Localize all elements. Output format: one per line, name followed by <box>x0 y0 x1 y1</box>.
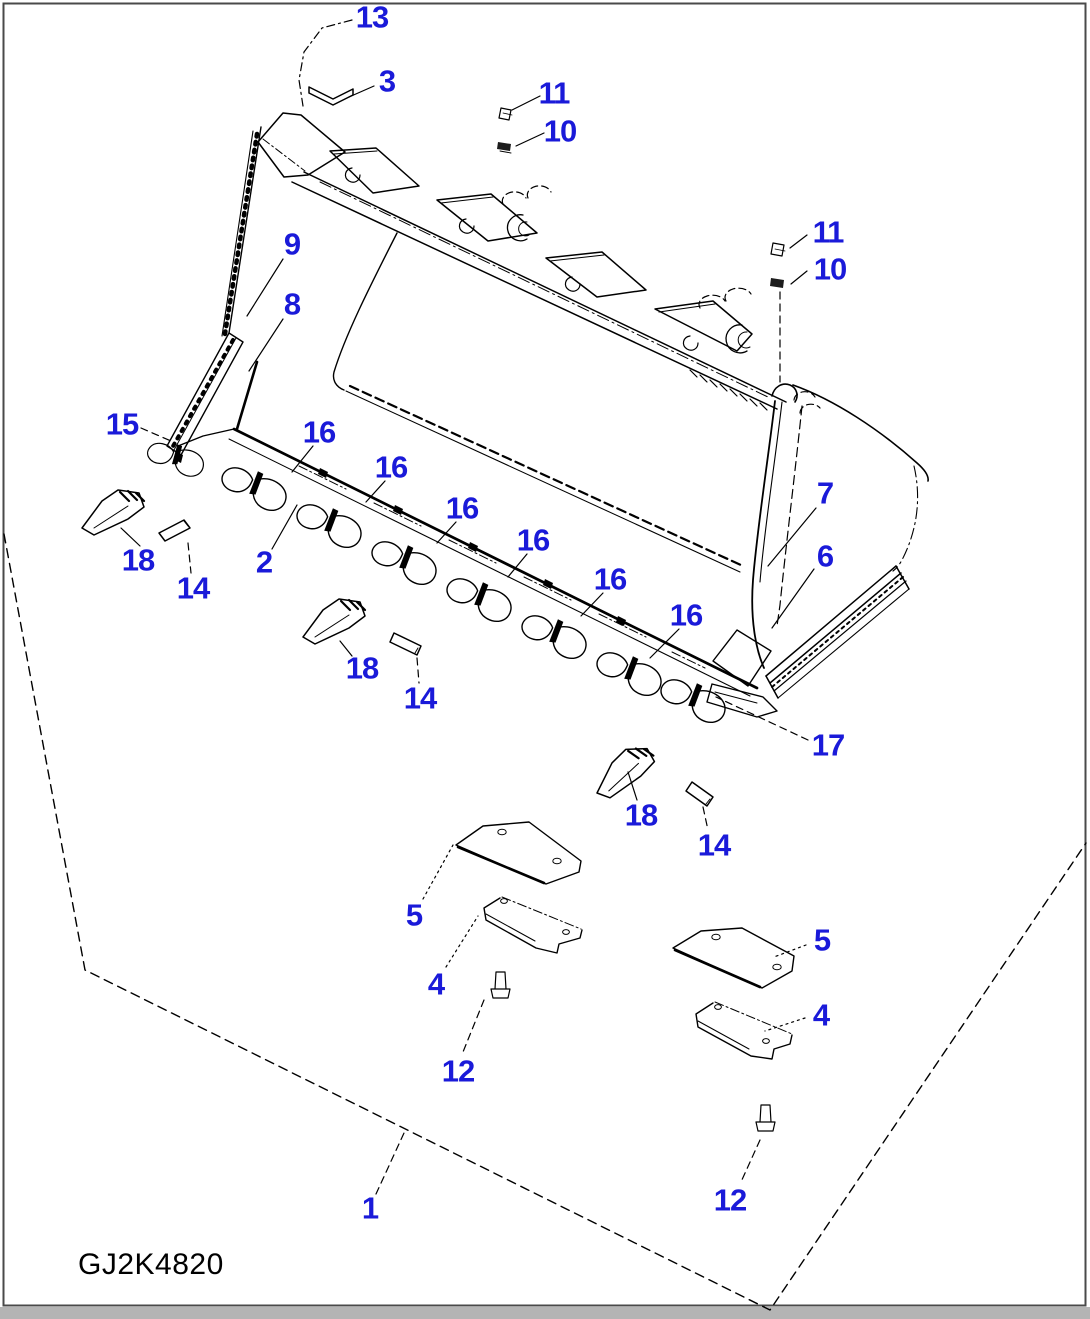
leader-line-1 <box>376 1133 404 1194</box>
leader-line-18 <box>628 772 637 800</box>
guard-bolt-right <box>770 243 785 288</box>
callout-label-16: 16 <box>669 597 703 633</box>
leader-line-14 <box>703 807 708 830</box>
callout-label-16: 16 <box>593 561 627 597</box>
hinge-gussets <box>330 148 752 353</box>
callout-label-12: 12 <box>713 1182 747 1218</box>
callout-label-18: 18 <box>345 650 379 686</box>
leader-line-17 <box>716 697 808 740</box>
leader-line-18 <box>340 641 352 656</box>
leader-line-10 <box>516 133 544 146</box>
callout-label-14: 14 <box>403 680 437 716</box>
leader-line-12 <box>741 1140 760 1182</box>
callout-label-16: 16 <box>302 414 336 450</box>
wear-plate-4-left <box>484 897 582 953</box>
left-side-plate <box>167 333 257 455</box>
leader-line-9 <box>247 259 283 316</box>
cutting-edge <box>178 429 757 696</box>
leader-line-15 <box>141 428 171 441</box>
leader-line-12 <box>463 1000 484 1052</box>
left-corner-bracket <box>258 113 345 177</box>
callout-label-7: 7 <box>816 475 834 511</box>
leader-line-6 <box>772 569 814 628</box>
ground-plane-outline <box>4 534 1086 1310</box>
callout-label-15: 15 <box>105 406 139 442</box>
leader-line-14 <box>417 658 419 683</box>
top-rail <box>292 172 786 410</box>
callout-label-14: 14 <box>176 570 210 606</box>
callout-label-1: 1 <box>361 1190 379 1226</box>
tooth-18-left <box>82 490 144 535</box>
leader-line-16 <box>581 593 603 616</box>
leader-line-16 <box>437 522 456 543</box>
leader-line-5 <box>423 845 453 899</box>
leader-line-8 <box>249 319 283 371</box>
callout-label-9: 9 <box>283 226 301 262</box>
wear-plate-4-right <box>696 1002 792 1059</box>
callout-label-6: 6 <box>816 538 834 574</box>
callout-label-4: 4 <box>427 966 445 1002</box>
right-corner-edge <box>657 670 777 727</box>
lock-pins <box>159 520 713 806</box>
callout-label-18: 18 <box>624 797 658 833</box>
callout-label-11: 11 <box>538 75 570 111</box>
callout-label-5: 5 <box>405 897 423 933</box>
callout-label-11: 11 <box>812 214 844 250</box>
leader-line-18 <box>121 528 140 546</box>
guard-bolt-top <box>497 108 512 153</box>
callout-label-12: 12 <box>441 1053 475 1089</box>
leader-line-10 <box>791 271 807 284</box>
callout-label-16: 16 <box>374 449 408 485</box>
leader-line-4 <box>765 1018 805 1031</box>
page-frame <box>4 0 1086 1306</box>
callout-label-10: 10 <box>813 251 847 287</box>
callout-label-3: 3 <box>378 63 396 99</box>
callout-label-4: 4 <box>812 997 830 1033</box>
callout-label-2: 2 <box>255 544 273 580</box>
leader-line-4 <box>446 916 478 967</box>
leader-line-5 <box>774 945 806 957</box>
leader-line-7 <box>768 508 816 566</box>
callout-label-10: 10 <box>543 113 577 149</box>
left-corner-shoe <box>144 436 207 480</box>
callout-label-18: 18 <box>121 542 155 578</box>
leader-line-2 <box>272 505 297 549</box>
leader-line-14 <box>188 543 191 573</box>
callout-label-16: 16 <box>445 490 479 526</box>
callout-label-16: 16 <box>516 522 550 558</box>
callout-label-5: 5 <box>813 922 831 958</box>
wear-plate-5-right <box>673 928 794 988</box>
callout-label-14: 14 <box>697 827 731 863</box>
plate-bolts <box>491 972 775 1131</box>
edge-adapters <box>218 458 667 700</box>
shim-bracket <box>309 87 353 105</box>
wear-plate-5-left <box>456 822 581 884</box>
callout-label-13: 13 <box>355 0 389 35</box>
callout-label-8: 8 <box>283 286 301 322</box>
tooth-18-right <box>590 745 659 800</box>
left-back-edge <box>222 127 261 336</box>
callout-label-17: 17 <box>811 727 845 763</box>
figure-code: GJ2K4820 <box>78 1248 224 1281</box>
tooth-18-middle <box>303 599 365 644</box>
leader-line-11 <box>790 235 807 248</box>
bottom-strip <box>0 1307 1090 1319</box>
side-edge-segments <box>766 566 909 698</box>
leader-line-11 <box>512 96 540 110</box>
